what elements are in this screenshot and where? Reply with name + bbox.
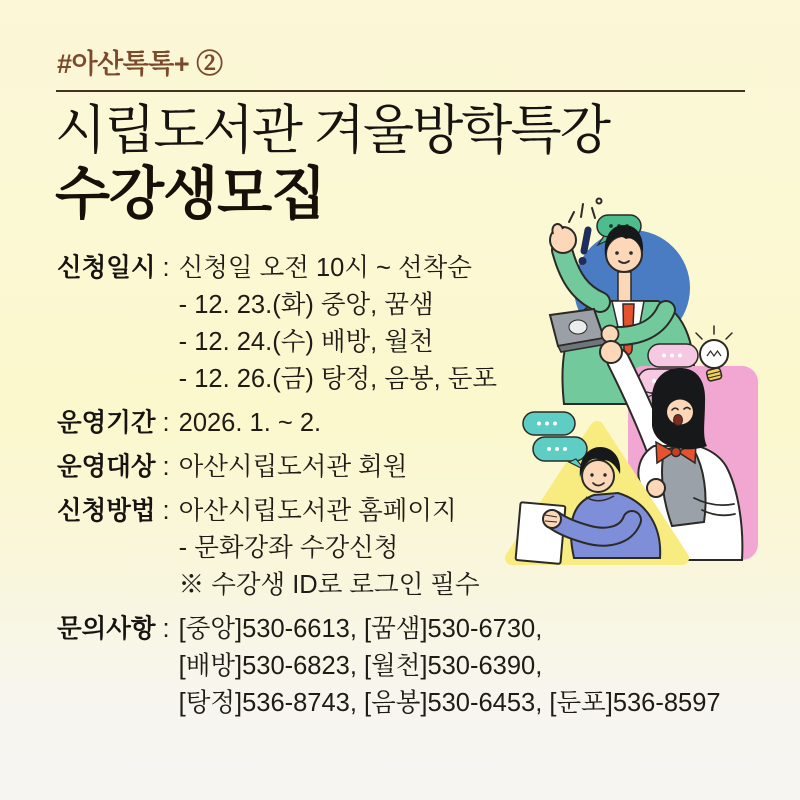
section-line: [중앙]530-6613, [꿈샘]530-6730, [178,615,543,643]
section-lines [179,493,480,604]
raised-hand-icon [600,341,622,363]
section-label: 문의사항 [57,615,156,643]
section-lines [179,250,497,398]
section-line: - 문화강좌 수강신청 [178,534,399,562]
raised-fist-icon [550,224,576,253]
section-line: [배방]530-6823, [월천]530-6390, [178,652,543,680]
section-line: - 12. 23.(화) 중앙, 꿈샘 [178,291,434,319]
section-label: 운영기간 [57,409,156,437]
hand-on-laptop [602,326,619,343]
section-lines [179,611,721,722]
section-colon: : [162,615,170,643]
section-line: 아산시립도서관 홈페이지 [178,497,457,525]
section-contact [57,611,767,722]
woman-avatar [652,368,707,449]
section-colon: : [162,254,170,282]
speech-bubble-teal-icon [523,412,587,470]
section-colon: : [162,453,170,481]
title-line-2: 수강생모집 [55,162,326,226]
badge: #아산톡톡+ ② [57,49,223,79]
sparkle-icon [569,199,602,223]
section-lines [179,449,408,486]
hero-illustration [490,188,800,618]
section-line: ※ 수강생 ID로 로그인 필수 [178,571,480,599]
title-line-1: 시립도서관 겨울방학특강 [55,101,609,160]
section-line: 2026. 1. ~ 2. [178,409,322,437]
section-line: - 12. 24.(수) 배방, 월천 [178,328,434,356]
holding-hand-icon [543,510,561,528]
section-label: 신청방법 [57,497,156,525]
vest [662,447,705,526]
section-lines [179,405,322,442]
section-colon: : [162,409,170,437]
section-colon: : [162,497,170,525]
divider [56,90,745,92]
man-avatar [605,225,643,272]
section-line: - 12. 26.(금) 탕정, 음봉, 둔포 [178,365,498,393]
section-line: [탕정]536-8743, [음봉]530-6453, [둔포]536-8597 [178,689,721,717]
neck [618,272,631,302]
resting-fist-icon [647,479,665,497]
section-label: 신청일시 [57,254,156,282]
section-line: 아산시립도서관 회원 [178,453,408,481]
section-line: 신청일 오전 10시 ~ 선착순 [178,254,472,282]
section-label: 운영대상 [57,453,156,481]
